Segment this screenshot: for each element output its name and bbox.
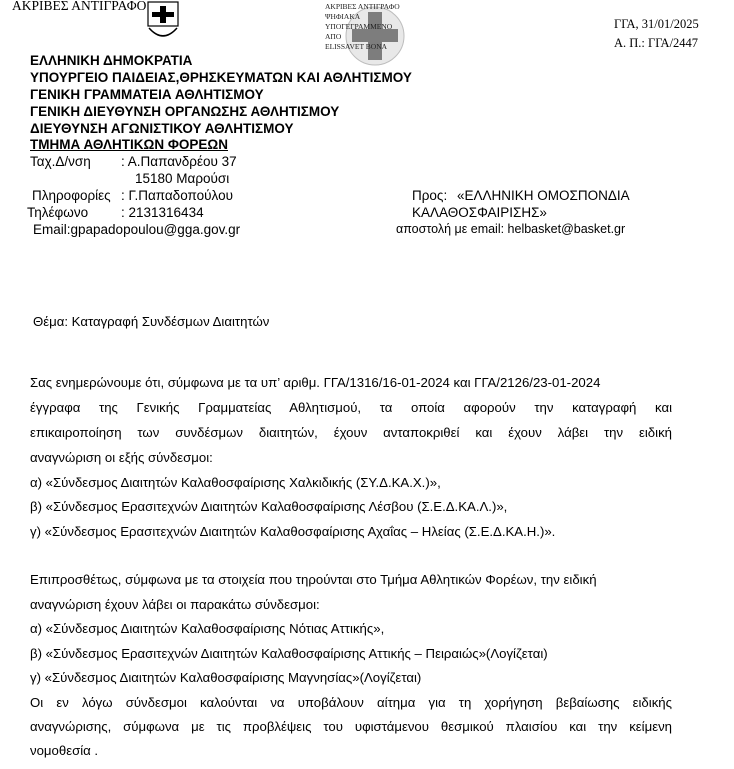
list-1-item-a: α) «Σύνδεσμος Διαιτητών Καλαθοσφαίρισης Χαλκιδικής (ΣΥ.Δ.ΚΑ.Χ.)»,: [30, 475, 441, 490]
recipient-name-1: «ΕΛΛΗΝΙΚΗ ΟΜΟΣΠΟΝΔΙΑ: [457, 188, 630, 203]
phone-value: : 2131316434: [121, 205, 204, 220]
department-title: ΤΜΗΜΑ ΑΘΛΗΤΙΚΩΝ ΦΟΡΕΩΝ: [30, 137, 228, 152]
list-1-item-b: β) «Σύνδεσμος Ερασιτεχνών Διαιτητών Καλαθοσφαίρισης Λέσβου (Σ.Ε.Δ.ΚΑ.Λ.)»,: [30, 499, 508, 514]
paragraph-1-line-3: επικαιροποίηση των συνδέσμων διαιτητών, έχουν ανταποκριθεί και έχουν λάβει την ειδική: [30, 425, 672, 440]
certified-copy-stamp: ΑΚΡΙΒΕΣ ΑΝΤΙΓΡΑΦΟ: [12, 0, 147, 13]
subject-line: Θέμα: Καταγραφή Συνδέσμων Διαιτητών: [33, 314, 270, 329]
paragraph-3-line-2: αναγνώρισης, σύμφωνα με τις προβλέψεις του υφιστάμενου θεσμικού πλαισίου και την κείμενη: [30, 719, 672, 734]
paragraph-1-line-4: αναγνώριση οι εξής σύνδεσμοι:: [30, 450, 213, 465]
header-line-5: ΔΙΕΥΘΥΝΣΗ ΑΓΩΝΙΣΤΙΚΟΥ ΑΘΛΗΤΙΣΜΟΥ: [30, 121, 294, 136]
email-address: Email:gpapadopoulou@gga.gov.gr: [33, 222, 241, 237]
header-line-1: ΕΛΛΗΝΙΚΗ ΔΗΜΟΚΡΑΤΙΑ: [30, 53, 193, 68]
signature-line-2: ΨΗΦΙΑΚΑ: [325, 12, 361, 21]
list-2-item-a: α) «Σύνδεσμος Διαιτητών Καλαθοσφαίρισης Νότιας Αττικής»,: [30, 621, 385, 636]
recipient-label: Προς:: [412, 188, 448, 203]
list-2-item-b: β) «Σύνδεσμος Ερασιτεχνών Διαιτητών Καλαθοσφαίρισης Αττικής – Πειραιώς»(Λογίζεται): [30, 646, 548, 661]
info-label: Πληροφορίες: [32, 188, 111, 203]
signature-line-4: ΑΠΟ: [325, 32, 342, 41]
document-date: ΓΓΑ, 31/01/2025: [614, 17, 699, 31]
recipient-email-note: αποστολή με email: helbasket@basket.gr: [396, 222, 626, 236]
header-line-2: ΥΠΟΥΡΓΕΙΟ ΠΑΙΔΕΙΑΣ,ΘΡΗΣΚΕΥΜΑΤΩΝ ΚΑΙ ΑΘΛΗΤΙΣΜΟΥ: [30, 70, 412, 85]
postcode: 15180 Μαρούσι: [135, 171, 230, 186]
header-line-3: ΓΕΝΙΚΗ ΓΡΑΜΜΑΤΕΙΑ ΑΘΛΗΤΙΣΜΟΥ: [30, 87, 264, 102]
digital-signature-stamp: [320, 0, 415, 70]
recipient-name-2: ΚΑΛΑΘΟΣΦΑΙΡΙΣΗΣ»: [412, 205, 547, 220]
paragraph-1-line-1: Σας ενημερώνουμε ότι, σύμφωνα με τα υπ’ αριθμ. ΓΓΑ/1316/16-01-2024 και ΓΓΑ/2126/23-01-2024: [30, 375, 601, 390]
protocol-number: Α. Π.: ΓΓΑ/2447: [614, 36, 699, 50]
address-value: : Α.Παπανδρέου 37: [121, 154, 237, 169]
greek-emblem-icon: [146, 0, 180, 44]
list-2-item-c: γ) «Σύνδεσμος Διαιτητών Καλαθοσφαίρισης Μαγνησίας»(Λογίζεται): [30, 670, 422, 685]
phone-label: Τηλέφωνο: [27, 205, 89, 220]
signature-line-5: ELISSAVET BONA: [325, 42, 388, 51]
address-label: Ταχ.Δ/νση: [30, 154, 91, 169]
signature-line-1: ΑΚΡΙΒΕΣ ΑΝΤΙΓΡΑΦΟ: [325, 2, 400, 11]
header-line-4: ΓΕΝΙΚΗ ΔΙΕΥΘΥΝΣΗ ΟΡΓΑΝΩΣΗΣ ΑΘΛΗΤΙΣΜΟΥ: [30, 104, 340, 119]
paragraph-2-line-1: Επιπροσθέτως, σύμφωνα με τα στοιχεία που τηρούνται στο Τμήμα Αθλητικών Φορέων, την ειδική: [30, 572, 597, 587]
paragraph-3-line-3: νομοθεσία .: [30, 743, 99, 758]
list-1-item-c: γ) «Σύνδεσμος Ερασιτεχνών Διαιτητών Καλαθοσφαίρισης Αχαΐας – Ηλείας (Σ.Ε.Δ.ΚΑ.Η.)».: [30, 524, 556, 539]
paragraph-1-line-2: έγγραφα της Γενικής Γραμματείας Αθλητισμού, τα οποία αφορούν την καταγραφή και: [30, 400, 672, 415]
paragraph-2-line-2: αναγνώριση έχουν λάβει οι παρακάτω σύνδεσμοι:: [30, 597, 320, 612]
signature-line-3: ΥΠΟΓΕΓΡΑΜΜΕΝΟ: [325, 22, 393, 31]
paragraph-3-line-1: Οι εν λόγω σύνδεσμοι καλούνται να υποβάλουν αίτημα για τη χορήγηση βεβαίωσης ειδικής: [30, 695, 672, 710]
info-value: : Γ.Παπαδοπούλου: [121, 188, 233, 203]
